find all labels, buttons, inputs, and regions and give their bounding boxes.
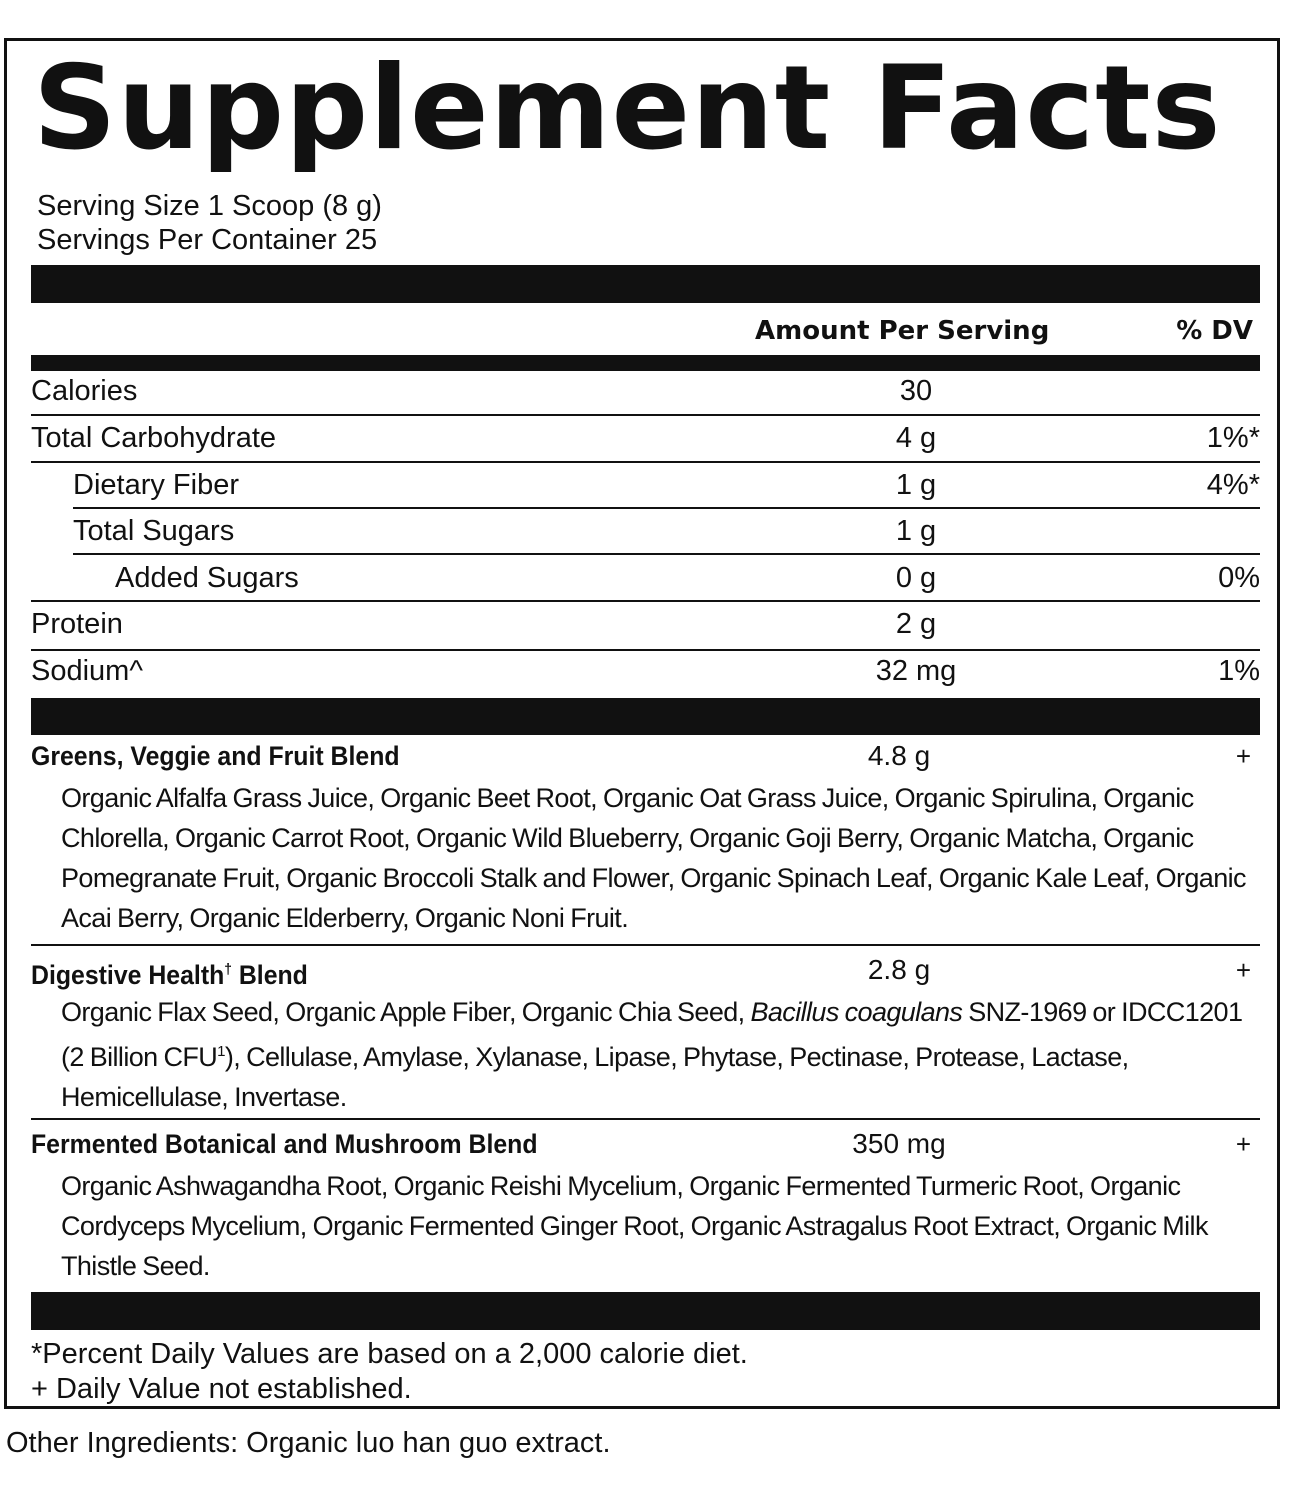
nutrient-amount: 1 g <box>895 515 937 547</box>
blend-name-text: Blend <box>231 960 308 990</box>
ingredient-italic: Bacillus coagulans <box>750 997 963 1027</box>
blend-ingredients-greens: Organic Alfalfa Grass Juice, Organic Beet Root, Organic Oat Grass Juice, Organic Spirulina, Organic Chlorella, Organic Carrot Root, Organic Wild Blueberry, Organic Goji Berry, Organic Matcha, Organic Pomegranate Fruit, Organic Broccoli Stalk and Flower, Organic Spinach Leaf, Organic Kale Leaf, Organic Acai Berry, Organic Elderberry, Organic Noni Fruit. <box>61 783 1246 933</box>
nutrient-amount: 2 g <box>895 608 937 640</box>
blend-divider <box>31 1118 1260 1120</box>
nutrient-row-added-sugars <box>31 556 1260 602</box>
percent-dv-header: % DV <box>1176 316 1253 346</box>
nutrient-dv: 1% <box>1218 655 1260 687</box>
nutrient-name: Added Sugars <box>115 562 299 594</box>
nutrient-name: Calories <box>31 375 138 407</box>
nutrient-row-total-carbohydrate <box>31 416 1260 462</box>
footnote-not-established: + Daily Value not established. <box>31 1373 412 1405</box>
nutrient-amount: 32 mg <box>875 655 957 687</box>
blend-amount: 4.8 g <box>867 740 931 771</box>
nutrient-amount: 0 g <box>895 562 937 594</box>
ingredient-text: SNZ-1969 or IDCC1201 (2 Billion CFU <box>61 997 1243 1072</box>
amount-per-serving-header: Amount Per Serving <box>755 316 1050 346</box>
blend-name-text: Digestive Health <box>31 960 225 990</box>
thick-divider-top <box>31 265 1260 303</box>
blend-name-greens: Greens, Veggie and Fruit Blend <box>31 741 400 771</box>
blend-dv: + <box>1235 955 1251 985</box>
thick-divider-bottom <box>31 1292 1260 1330</box>
nutrient-name: Total Sugars <box>73 515 235 547</box>
nutrient-dv: 0% <box>1218 562 1260 594</box>
blend-ingredients-digestive <box>61 992 1261 1117</box>
blend-name-fermented: Fermented Botanical and Mushroom Blend <box>31 1129 538 1159</box>
blend-dv: + <box>1235 1129 1251 1159</box>
blend-name-digestive <box>31 953 308 992</box>
nutrient-row-calories <box>31 369 1260 415</box>
panel-title: Supplement Facts <box>33 41 1222 176</box>
nutrient-name: Protein <box>31 608 123 640</box>
serving-size: Serving Size 1 Scoop (8 g) <box>37 190 382 222</box>
blend-amount: 2.8 g <box>867 954 931 985</box>
nutrient-name: Sodium^ <box>31 655 143 687</box>
blend-dv: + <box>1235 741 1251 771</box>
dagger-mark: † <box>224 961 232 978</box>
nutrient-row-sodium <box>31 649 1260 695</box>
footnote-dv: *Percent Daily Values are based on a 2,000 calorie diet. <box>31 1338 748 1370</box>
blend-amount: 350 mg <box>852 1128 946 1159</box>
nutrient-amount: 4 g <box>895 422 937 454</box>
thick-divider-blends <box>31 698 1260 735</box>
nutrient-dv: 4%* <box>1206 469 1260 501</box>
row-divider <box>73 553 1260 555</box>
ingredient-text: Organic Flax Seed, Organic Apple Fiber, Organic Chia Seed, <box>61 997 751 1027</box>
ingredient-sup: 1 <box>217 1043 225 1060</box>
supplement-facts-panel <box>4 38 1280 1409</box>
nutrient-row-dietary-fiber <box>31 463 1260 509</box>
nutrient-row-total-sugars <box>31 509 1260 555</box>
nutrient-amount: 30 <box>899 375 933 407</box>
blend-ingredients-fermented: Organic Ashwagandha Root, Organic Reishi Mycelium, Organic Fermented Turmeric Root, Organic Cordyceps Mycelium, Organic Fermented Ginger Root, Organic Astragalus Root Extract, Organic Milk Thistle Seed. <box>61 1171 1208 1281</box>
other-ingredients: Other Ingredients: Organic luo han guo extract. <box>6 1427 611 1459</box>
nutrient-name: Total Carbohydrate <box>31 422 277 454</box>
nutrient-amount: 1 g <box>895 469 937 501</box>
ingredient-text: ), Cellulase, Amylase, Xylanase, Lipase, Phytase, Pectinase, Protease, Lactase, Hemicellulase, Invertase. <box>61 1042 1129 1112</box>
blend-divider <box>31 944 1260 946</box>
servings-per-container: Servings Per Container 25 <box>37 224 378 256</box>
nutrient-name: Dietary Fiber <box>73 469 239 501</box>
nutrient-row-protein <box>31 602 1260 648</box>
nutrient-dv: 1%* <box>1206 422 1260 454</box>
